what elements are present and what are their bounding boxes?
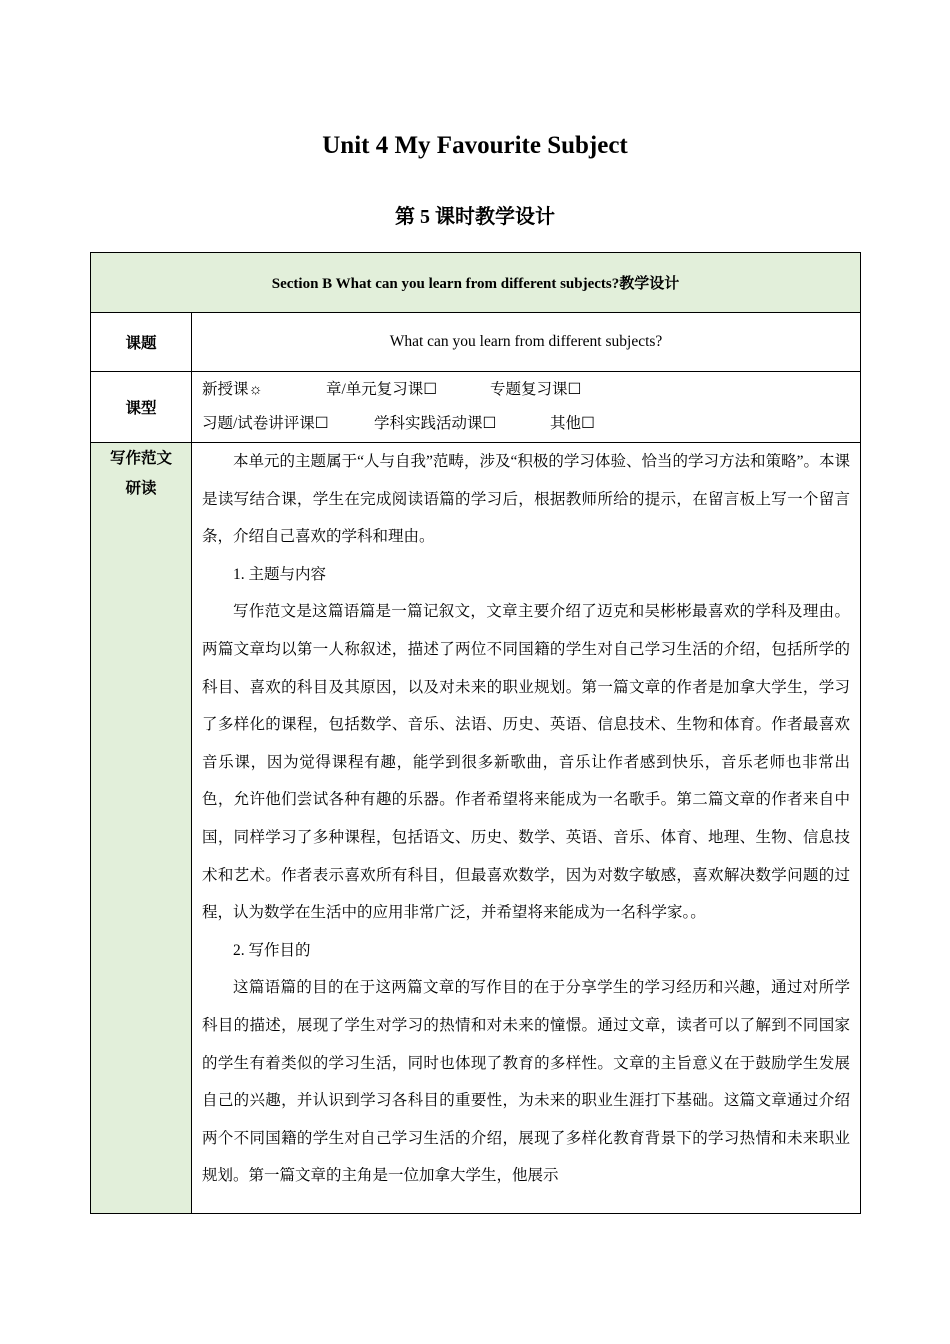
- study-label-line1: 写作范文: [109, 450, 172, 467]
- lesson-type-option: 章/单元复习课☐: [326, 381, 438, 398]
- paragraph: 这篇语篇的目的在于这两篇文章的写作目的在于分享学生的学习经历和兴趣，通过对所学科目的描述，展现了学生对学习的热情和对未来的憧憬。通过文章，读者可以了解到不同国家的学生有着类似的学习生活，同时也体现了教育的多样性。文章的主旨意义在于鼓励学生发展自己的兴趣，并认识到学习各科目的重要性，为未来的职业生涯打下基础。这篇文章通过介绍两个不同国籍的学生对自己学习生活的介绍，展现了多样化教育背景下的学习热情和未来职业规划。第一篇文章的主角是一位加拿大学生，他展示: [202, 979, 851, 1185]
- lesson-design-table: [90, 252, 861, 1214]
- lesson-type-options: [192, 372, 861, 443]
- document-subtitle: 第 5 课时教学设计: [395, 206, 555, 228]
- lesson-type-option: 新授课☼: [202, 381, 263, 398]
- lesson-type-option: 其他☐: [550, 415, 595, 432]
- paragraph-heading: 2. 写作目的: [233, 941, 311, 959]
- lesson-type-label: 课型: [91, 372, 192, 443]
- paragraph: 本单元的主题属于“人与自我”范畴，涉及“积极的学习体验、恰当的学习方法和策略”。本课是读写结合课，学生在完成阅读语篇的学习后，根据教师所给的提示，在留言板上写一个留言条，介绍自己喜欢的学科和理由。: [202, 453, 851, 546]
- document-title: Unit 4 My Favourite Subject: [322, 132, 628, 159]
- topic-label: 课题: [91, 313, 192, 372]
- paragraph-heading: 1. 主题与内容: [233, 565, 327, 583]
- lesson-type-option: 学科实践活动课☐: [374, 415, 497, 432]
- lesson-type-option: 专题复习课☐: [490, 381, 582, 398]
- study-content: [192, 443, 861, 1214]
- paragraph: 写作范文是这篇语篇是一篇记叙文，文章主要介绍了迈克和吴彬彬最喜欢的学科及理由。两篇文章均以第一人称叙述，描述了两位不同国籍的学生对自己学习生活的介绍，包括所学的科目、喜欢的科目及其原因，以及对未来的职业规划。第一篇文章的作者是加拿大学生，学习了多样化的课程，包括数学、音乐、法语、历史、英语、信息技术、生物和体育。作者最喜欢音乐课，因为觉得课程有趣，能学到很多新歌曲，音乐让作者感到快乐，音乐老师也非常出色，允许他们尝试各种有趣的乐器。作者希望将来能成为一名歌手。第二篇文章的作者来自中国，同样学习了多种课程，包括语文、历史、数学、英语、音乐、体育、地理、生物、信息技术和艺术。作者表示喜欢所有科目，但最喜欢数学，因为对数字敏感，喜欢解决数学问题的过程，认为数学在生活中的应用非常广泛，并希望将来能成为一名科学家。。: [202, 603, 851, 922]
- study-label-line2: 研读: [125, 480, 157, 497]
- topic-value: What can you learn from different subjects?: [192, 313, 861, 372]
- lesson-type-option: 习题/试卷讲评课☐: [202, 415, 329, 432]
- section-header: Section B What can you learn from different subjects?教学设计: [91, 253, 861, 313]
- study-label: [91, 443, 192, 1214]
